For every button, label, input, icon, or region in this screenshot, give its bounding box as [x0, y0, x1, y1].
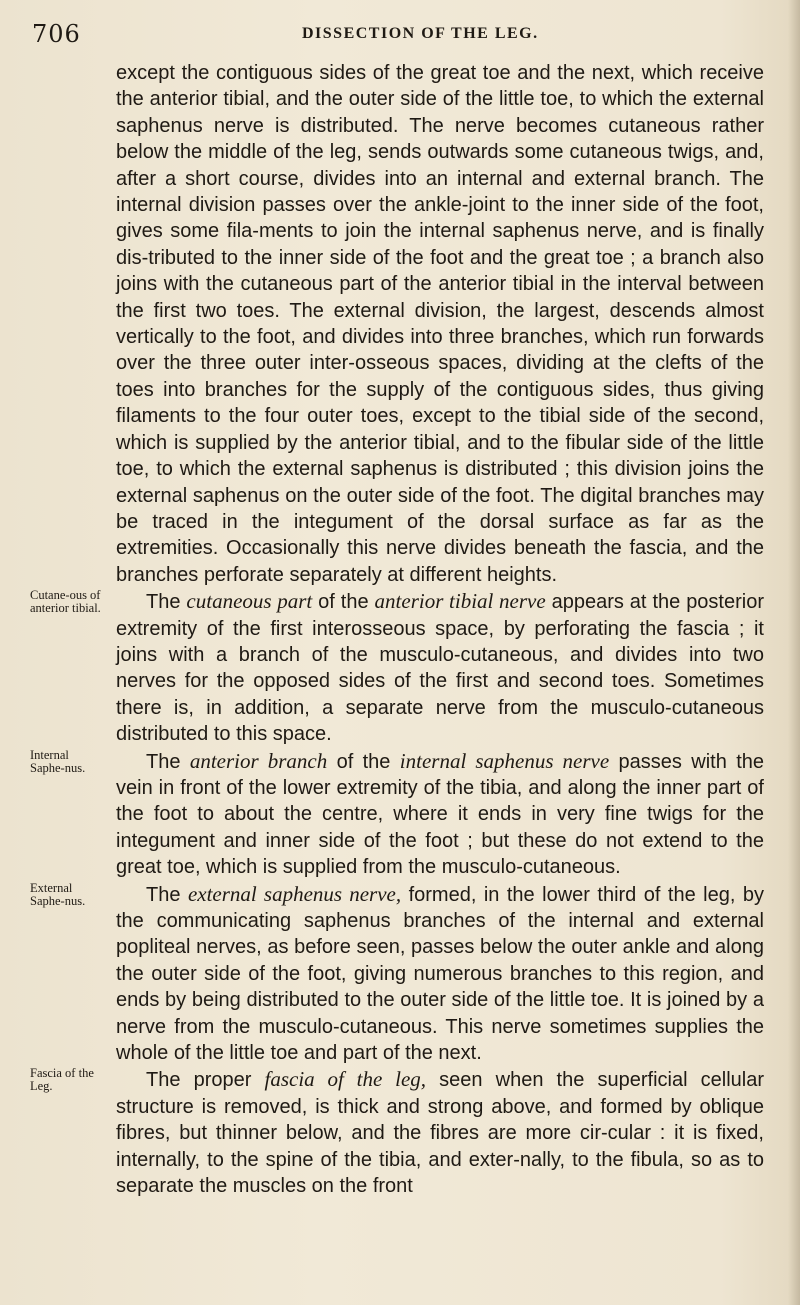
italic-term: anterior branch	[189, 748, 328, 773]
margin-note-external-saphenus: External Saphe-nus.	[30, 880, 86, 908]
paragraph-3	[30, 747, 765, 881]
paragraph-segment: appears at the posterior extremity of the first interosseous space, by perforating the fascia ; it joins with a branch of the musculo-cutaneous, and divides into two nerves for the opposed sides of the first and second toes. Sometimes there is, in addition, a separate nerve from the musculo-cutaneous distributed to this space.	[116, 591, 764, 746]
italic-term: external saphenus nerve,	[187, 881, 402, 906]
paragraph-1	[116, 60, 764, 588]
paragraph-2	[30, 588, 764, 747]
italic-term: fascia of the leg,	[264, 1067, 427, 1092]
paragraph-segment: seen when the superficial cellular structure is removed, is thick and strong above, and formed by oblique fibres, but thinner below, and the fibres are more cir-cular : it is fixed, internally, to the spine of the tibia, and exter-nally, to the fibula, so as to separate the muscles on the front	[116, 1069, 764, 1198]
paragraph-segment: of the	[312, 591, 375, 614]
paragraph-text	[116, 748, 764, 881]
paragraph-segment: formed, in the lower third of the leg, by the communicating saphenus branches of the internal and external popliteal nerves, as before seen, passes below the outer ankle and along the outer side of the foot, giving numerous branches to this region, and ends by being distributed to the outer side of the little toe. It is joined by a nerve from the musculo-cutaneous. This nerve sometimes supplies the whole of the little toe and part of the next.	[116, 883, 764, 1065]
paragraph-segment: except the contiguous sides of the great toe and the next, which receive the anterior tibial, and the outer side of the little toe, to which the external saphenus nerve is distributed. The nerve becomes cutaneous rather below the middle of the leg, sends outwards some cutaneous twigs, and, after a short course, divides into an internal and external branch. The internal division passes over the ankle-joint to the inner side of the foot, gives some fila-ments to join the internal saphenus nerve, and is finally dis-tributed to the inner side of the foot and the great toe ; a branch also joins with the cutaneous part of the anterior tibial in the interval between the first two toes. The external division, the largest, descends almost vertically to the foot, and divides into three branches, which run forwards over the three outer inter-osseous spaces, dividing at the clefts of the toes into branches for the supply of the contiguous sides, thus giving filaments to the four outer toes, except to the tibial side of the second, which is supplied by the anterior tibial, and to the fibular side of the little toe, to which the external saphenus is distributed ; this division joins the external saphenus on the outer side of the foot. The digital branches may be traced in the integument of the dorsal surface as far as the extremities. Occasionally this nerve divides beneath the fascia, and the branches perforate separately at different heights.	[116, 62, 764, 586]
paragraph-text	[116, 1066, 764, 1199]
margin-note-cutaneous: Cutane-ous of anterior tibial.	[30, 588, 101, 616]
italic-term: cutaneous part	[186, 589, 313, 614]
margin-note-fascia: Fascia of the Leg.	[30, 1066, 94, 1094]
paragraph-text	[116, 60, 764, 588]
page-number: 706	[32, 20, 81, 48]
paragraph-segment: The proper	[146, 1069, 265, 1092]
paragraph-text	[116, 881, 764, 1067]
body-text	[30, 60, 765, 1199]
paragraph-5	[30, 1066, 764, 1199]
page-header	[32, 20, 752, 50]
italic-term: internal saphenus nerve	[399, 748, 610, 773]
paragraph-segment: The	[146, 883, 188, 906]
paragraph-segment: of the	[327, 750, 400, 773]
running-head: DISSECTION OF THE LEG.	[302, 25, 539, 42]
paragraph-segment: The	[146, 591, 187, 614]
margin-note-internal-saphenus: Internal Saphe-nus.	[30, 747, 86, 775]
italic-term: anterior tibial nerve	[374, 589, 546, 614]
page-edge-shadow	[788, 0, 800, 1305]
paragraph-text	[116, 588, 764, 747]
paragraph-4	[30, 880, 764, 1067]
paragraph-segment: The	[146, 750, 190, 773]
paragraph-segment: passes with the vein in front of the lower extremity of the tibia, and along the inner part of the foot to about the centre, where it ends in very fine twigs for the integument and inner side of the foot ; but these do not extend to the great toe, which is supplied from the musculo-cutaneous.	[116, 750, 765, 879]
